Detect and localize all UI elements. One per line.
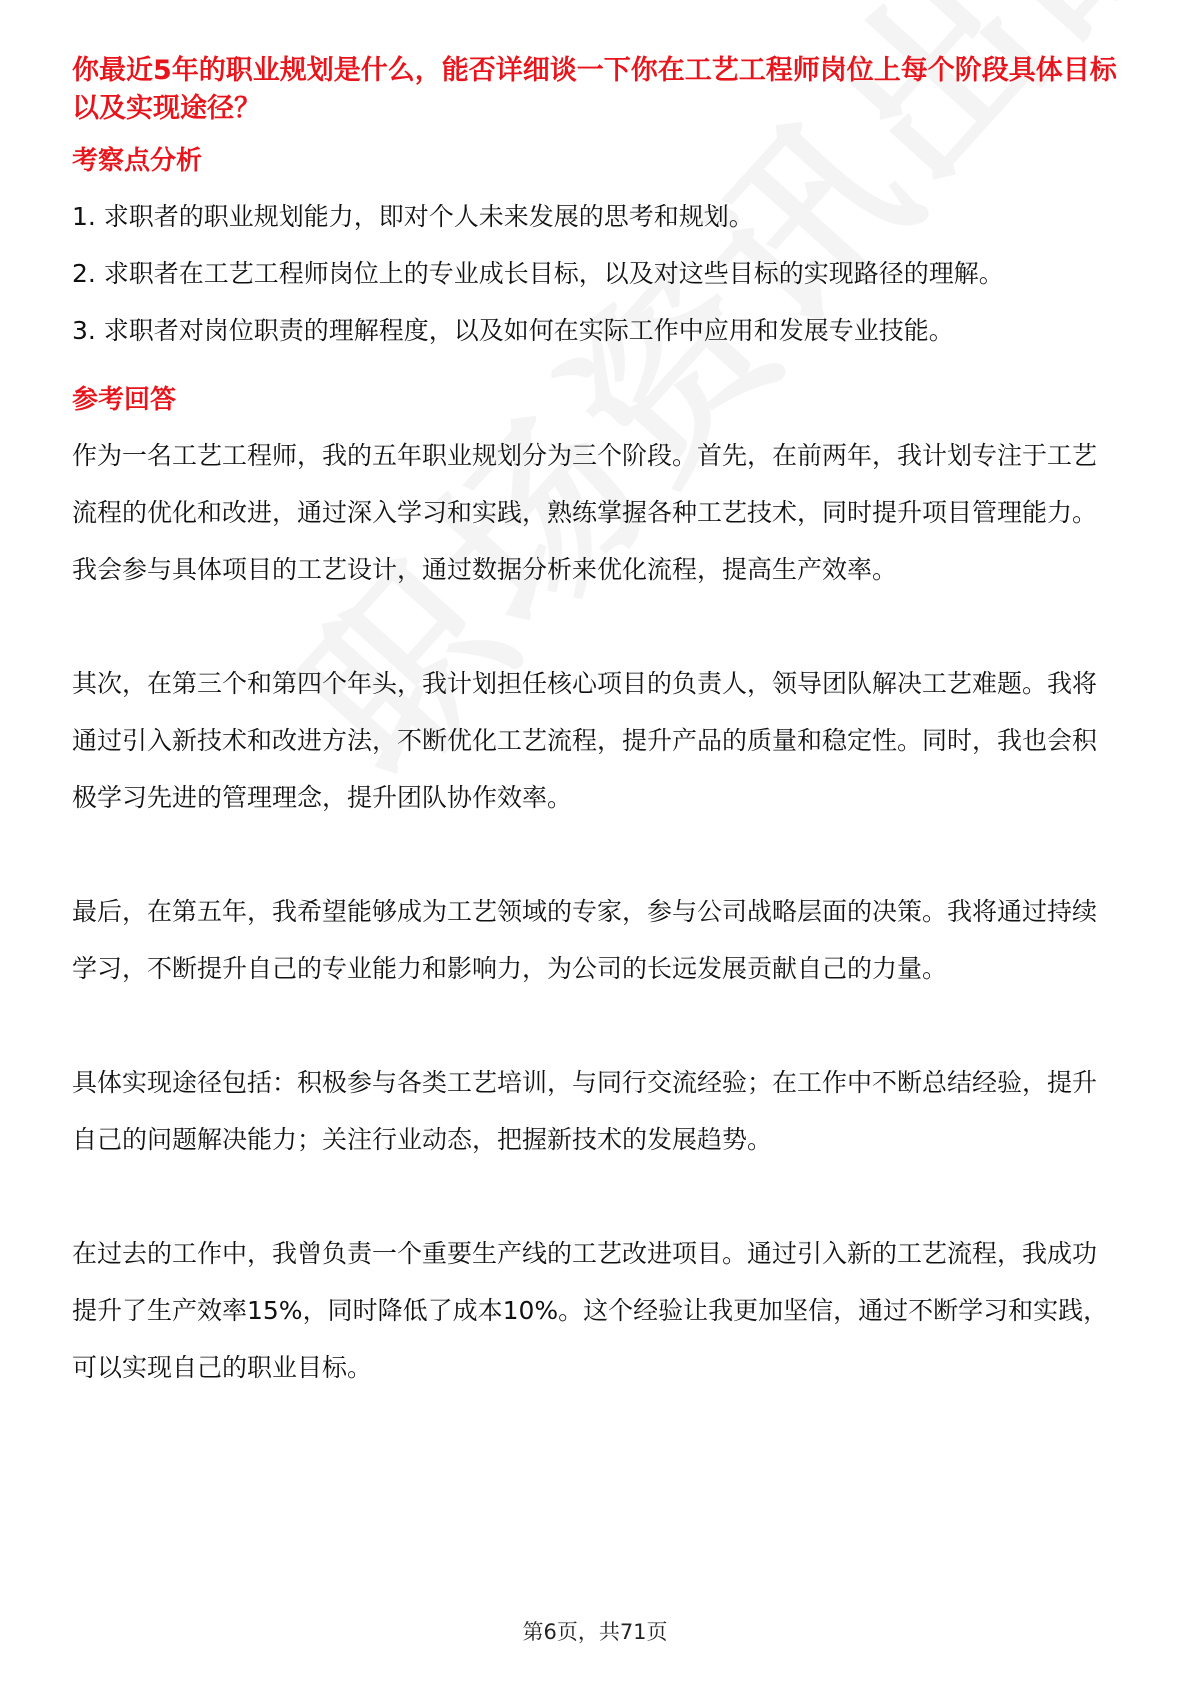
page-number: 第6页，共71页 xyxy=(522,1620,668,1644)
answer-body xyxy=(72,427,1118,1396)
analysis-item: 2. 求职者在工艺工程师岗位上的专业成长目标，以及对这些目标的实现路径的理解。 xyxy=(72,259,1004,288)
answer-paragraph: 在过去的工作中，我曾负责一个重要生产线的工艺改进项目。通过引入新的工艺流程，我成功提升了生产效率15%，同时降低了成本10%。这个经验让我更加坚信，通过不断学习和实践，可以实现自己的职业目标。 xyxy=(72,1239,1109,1382)
question-heading: 你最近5年的职业规划是什么，能否详细谈一下你在工艺工程师岗位上每个阶段具体目标以及实现途径？ xyxy=(72,55,1117,124)
answer-paragraph: 作为一名工艺工程师，我的五年职业规划分为三个阶段。首先，在前两年，我计划专注于工艺流程的优化和改进，通过深入学习和实践，熟练掌握各种工艺技术，同时提升项目管理能力。我会参与具体项目的工艺设计，通过数据分析来优化流程，提高生产效率。 xyxy=(72,441,1098,584)
analysis-item: 1. 求职者的职业规划能力，即对个人未来发展的思考和规划。 xyxy=(72,202,754,231)
analysis-title: 考察点分析 xyxy=(72,146,203,176)
answer-paragraph: 最后，在第五年，我希望能够成为工艺领域的专家，参与公司战略层面的决策。我将通过持续学习，不断提升自己的专业能力和影响力，为公司的长远发展贡献自己的力量。 xyxy=(72,897,1098,983)
answer-paragraph: 具体实现途径包括：积极参与各类工艺培训，与同行交流经验；在工作中不断总结经验，提升自己的问题解决能力；关注行业动态，把握新技术的发展趋势。 xyxy=(72,1068,1098,1154)
analysis-list xyxy=(72,188,1118,359)
content-area xyxy=(72,52,1118,1396)
answer-title: 参考回答 xyxy=(72,385,177,415)
answer-paragraph: 其次，在第三个和第四个年头，我计划担任核心项目的负责人，领导团队解决工艺难题。我将通过引入新技术和改进方法，不断优化工艺流程，提升产品的质量和稳定性。同时，我也会积极学习先进的管理理念，提升团队协作效率。 xyxy=(72,669,1098,812)
analysis-item: 3. 求职者对岗位职责的理解程度，以及如何在实际工作中应用和发展专业技能。 xyxy=(72,316,954,345)
